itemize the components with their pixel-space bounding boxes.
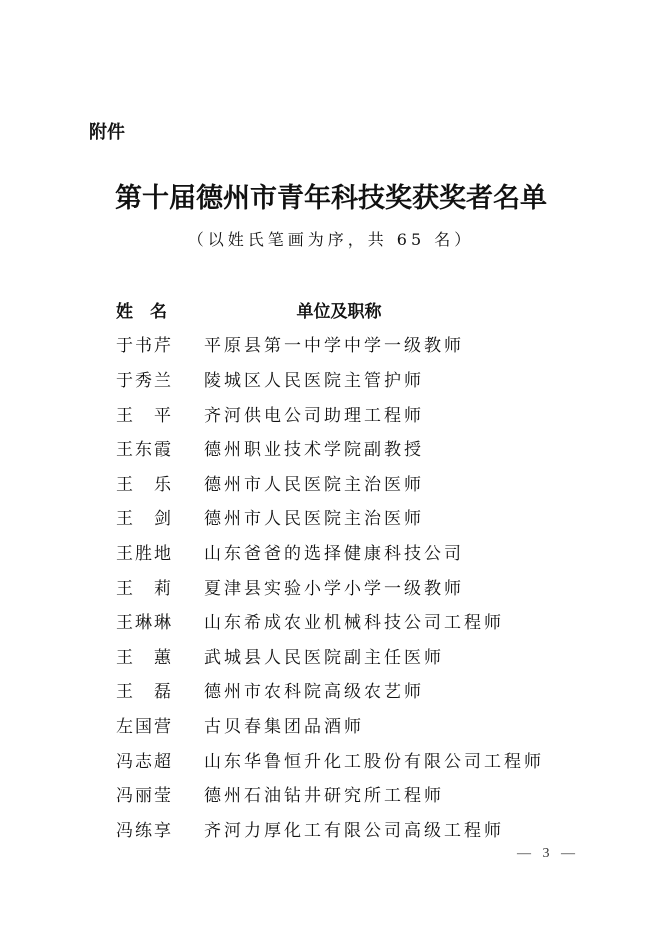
awardee-name: 王东霞 (116, 440, 173, 461)
table-row (116, 500, 596, 535)
table-row (116, 811, 596, 846)
table-row (116, 396, 596, 431)
document-subtitle: （以姓氏笔画为序，共 65 名） (187, 230, 475, 249)
table-row (116, 707, 596, 742)
awardee-unit: 德州职业技术学院副教授 (204, 440, 424, 461)
table-row (116, 776, 596, 811)
awardee-unit: 德州石油钻井研究所工程师 (204, 786, 444, 807)
table-row (116, 742, 596, 777)
awardee-table (116, 292, 596, 846)
awardee-name: 王 莉 (116, 578, 173, 599)
awardee-name: 王 平 (116, 405, 173, 426)
awardee-unit: 山东希成农业机械科技公司工程师 (204, 613, 504, 634)
awardee-name: 于秀兰 (116, 370, 173, 391)
awardee-unit: 德州市人民医院主治医师 (204, 509, 424, 530)
table-row (116, 361, 596, 396)
awardee-name: 冯练享 (116, 820, 173, 841)
awardee-unit: 古贝春集团品酒师 (204, 716, 364, 737)
awardee-unit: 陵城区人民医院主管护师 (204, 370, 424, 391)
attachment-label: 附件 (89, 122, 125, 143)
awardee-unit: 山东华鲁恒升化工股份有限公司工程师 (204, 751, 544, 772)
awardee-unit: 武城县人民医院副主任医师 (204, 647, 444, 668)
table-row (116, 465, 596, 500)
table-row (116, 569, 596, 604)
table-row (116, 534, 596, 569)
table-row (116, 430, 596, 465)
awardee-name: 王 乐 (116, 474, 173, 495)
table-row (116, 327, 596, 362)
awardee-name: 左国营 (116, 716, 173, 737)
awardee-name: 于书芹 (116, 336, 173, 357)
header-name: 姓 名 (116, 301, 167, 322)
awardee-name: 王 磊 (116, 682, 173, 703)
page-number: — 3 — (517, 846, 579, 861)
awardee-unit: 齐河供电公司助理工程师 (204, 405, 424, 426)
awardee-name: 王胜地 (116, 543, 173, 564)
awardee-name: 王琳琳 (116, 613, 173, 634)
table-row (116, 603, 596, 638)
awardee-unit: 山东爸爸的选择健康科技公司 (204, 543, 464, 564)
awardee-unit: 德州市人民医院主治医师 (204, 474, 424, 495)
table-header (116, 292, 596, 327)
awardee-name: 冯丽莹 (116, 786, 173, 807)
header-unit: 单位及职称 (296, 301, 382, 322)
awardee-unit: 平原县第一中学中学一级教师 (204, 336, 464, 357)
awardee-unit: 齐河力厚化工有限公司高级工程师 (204, 820, 504, 841)
awardee-unit: 夏津县实验小学小学一级教师 (204, 578, 464, 599)
awardee-name: 冯志超 (116, 751, 173, 772)
table-row (116, 673, 596, 708)
document-title: 第十届德州市青年科技奖获奖者名单 (115, 183, 547, 214)
table-row (116, 638, 596, 673)
awardee-unit: 德州市农科院高级农艺师 (204, 682, 424, 703)
awardee-name: 王 剑 (116, 509, 173, 530)
awardee-name: 王 蕙 (116, 647, 173, 668)
